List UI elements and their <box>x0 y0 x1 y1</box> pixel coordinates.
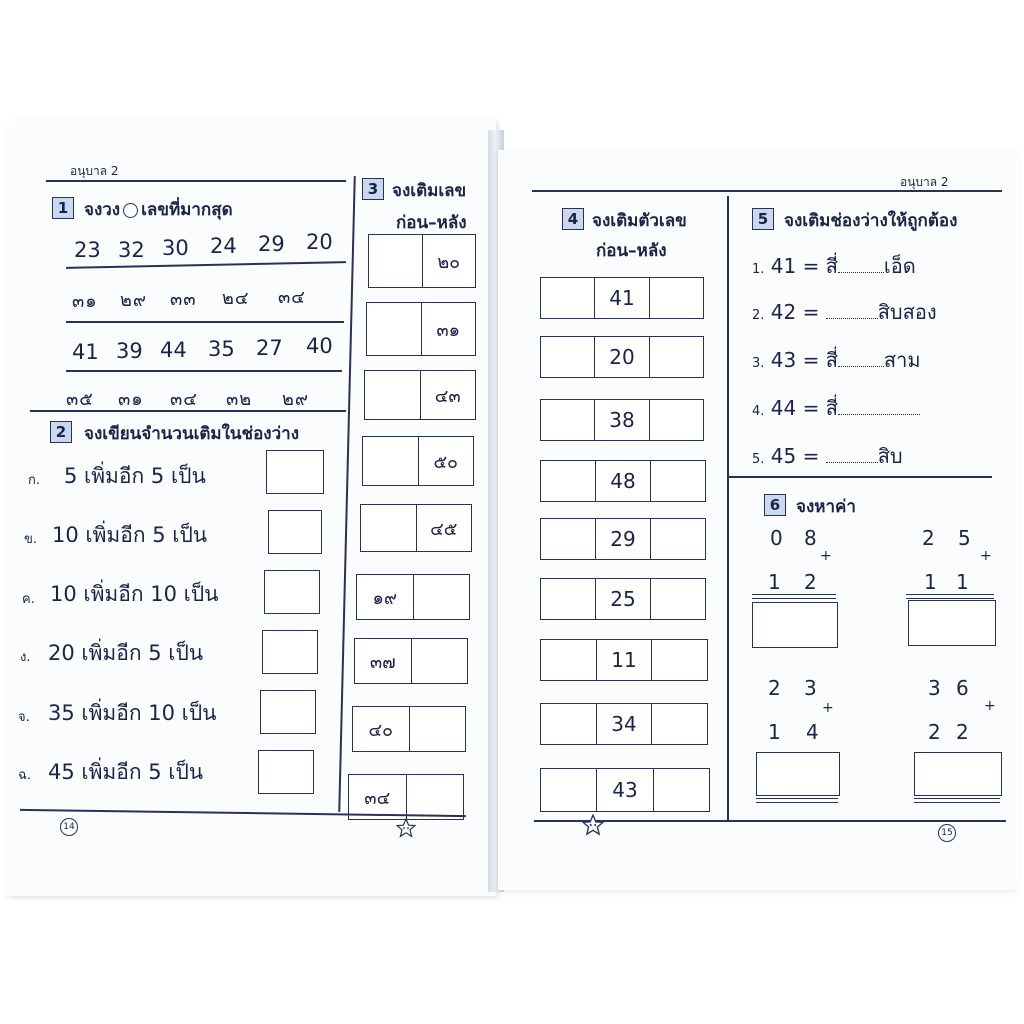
ex5-word-after: สาม <box>883 348 921 372</box>
ex6-plus-sign: + <box>980 548 992 564</box>
ex4-given-number: 11 <box>597 640 653 680</box>
ex2-item-text: 35 เพิ่มอีก 10 เป็น <box>48 701 217 725</box>
ex6-sum-line <box>906 594 994 599</box>
ex6-top-digit: 8 <box>804 526 817 550</box>
ex4-before-cell[interactable] <box>541 769 597 811</box>
ex1-value[interactable]: 23 <box>74 238 101 262</box>
ex4-row <box>540 336 704 378</box>
ex6-bottom-digit: 4 <box>806 720 819 744</box>
ex3-after-cell[interactable]: ๕๐ <box>433 451 459 473</box>
ex1-value[interactable]: 30 <box>162 236 189 260</box>
ex1-ex2-divider <box>30 410 346 412</box>
ex5-item-number: 43 <box>770 348 797 372</box>
ex3-before-cell[interactable] <box>367 303 422 355</box>
ex4-row <box>540 768 710 812</box>
ex1-value[interactable]: ๓๓ <box>170 289 197 310</box>
ex5-word-after: สิบสอง <box>877 300 937 324</box>
ex1-value[interactable]: 24 <box>210 234 237 258</box>
ex6-plus-sign: + <box>984 698 996 714</box>
ex6-bottom-digit: 1 <box>768 720 781 744</box>
ex5-item-label: 2. <box>752 308 765 323</box>
ex4-title-line-1: จงเติมตัวเลข <box>592 211 687 231</box>
ex3-pair <box>362 436 474 486</box>
ex6-sum-line <box>752 594 836 599</box>
ex4-row <box>540 703 708 745</box>
ex2-answer-box[interactable] <box>262 630 318 674</box>
ex6-bottom-digit: 1 <box>956 570 969 594</box>
ex5-word-after: เอ็ด <box>883 254 916 278</box>
ex6-answer-box[interactable] <box>908 600 996 646</box>
ex1-value[interactable]: ๓๒ <box>226 389 253 410</box>
ex3-pair <box>354 638 468 684</box>
ex2-item-label: ค. <box>22 592 35 607</box>
ex4-given-number: 25 <box>596 579 651 619</box>
ex4-after-cell[interactable] <box>654 769 709 811</box>
ex5-item-number: 42 <box>770 300 797 324</box>
ex2-item-text: 10 เพิ่มอีก 5 เป็น <box>52 523 208 547</box>
ex6-bottom-digit: 1 <box>924 570 937 594</box>
ex5-item <box>752 250 916 282</box>
ex4-after-cell[interactable] <box>650 337 703 377</box>
ex5-equals: = <box>802 396 820 420</box>
ex6-answer-box[interactable] <box>752 602 838 648</box>
ex1-value[interactable]: ๓๑ <box>118 389 144 410</box>
ex2-number-badge: 2 <box>50 421 72 443</box>
ex3-pair <box>366 302 476 356</box>
ex1-value[interactable]: ๒๙ <box>282 389 310 410</box>
ex5-item-label: 5. <box>752 452 765 467</box>
ex2-item-label: ก. <box>28 473 41 488</box>
ex1-value[interactable]: 27 <box>256 336 283 360</box>
ex3-before-cell[interactable] <box>363 437 419 485</box>
ex6-top-digit: 0 <box>770 526 783 550</box>
ex4-given-number: 29 <box>596 519 651 559</box>
ex5-item <box>752 296 937 328</box>
ex6-title: จงหาค่า <box>796 497 856 517</box>
ex6-bottom-digit: 2 <box>928 720 941 744</box>
ex2-title: จงเขียนจำนวนเติมในช่องว่าง <box>84 424 299 444</box>
ex4-before-cell[interactable] <box>541 579 596 619</box>
ex1-value[interactable]: 40 <box>306 334 333 358</box>
ex4-before-cell[interactable] <box>541 278 595 318</box>
ex2-item-text: 45 เพิ่มอีก 5 เป็น <box>48 760 204 784</box>
ex3-number-badge: 3 <box>362 178 384 200</box>
ex3-after-cell[interactable] <box>412 639 468 683</box>
ex3-after-cell[interactable] <box>414 575 470 619</box>
ex1-number-badge: 1 <box>52 197 74 219</box>
right-column-divider <box>727 196 729 820</box>
ex3-pair <box>360 504 472 552</box>
ex5-word-before: สี่ <box>825 254 838 278</box>
ex1-value[interactable]: 44 <box>160 338 187 362</box>
right-running-header: อนุบาล 2 <box>900 175 949 189</box>
ex3-pair <box>364 370 476 420</box>
ex5-word-after: สิบ <box>877 444 903 468</box>
ex1-value[interactable]: ๓๕ <box>66 389 94 410</box>
ex3-before-cell[interactable] <box>365 371 421 419</box>
ex6-bottom-digit: 1 <box>768 570 781 594</box>
ex2-answer-box[interactable] <box>260 690 316 734</box>
ex4-after-cell[interactable] <box>651 579 705 619</box>
left-running-header: อนุบาล 2 <box>70 164 119 178</box>
ex3-after-cell[interactable]: ๔๕ <box>430 518 458 540</box>
ex2-item-label: ง. <box>20 650 31 665</box>
ex5-blank[interactable] <box>838 414 920 415</box>
left-header-rule <box>46 180 346 182</box>
ex1-value[interactable]: 41 <box>72 340 99 364</box>
ex1-title-after: เลขที่มากสุด <box>141 200 233 220</box>
ex4-row <box>540 578 706 620</box>
ex6-plus-sign: + <box>820 548 832 564</box>
ex5-item-label: 4. <box>752 404 765 419</box>
ex4-row <box>540 639 708 681</box>
ex4-before-cell[interactable] <box>541 337 595 377</box>
ex6-sum-line <box>756 798 838 803</box>
ex4-before-cell[interactable] <box>541 461 596 501</box>
ex4-given-number: 43 <box>597 769 653 811</box>
ex5-blank[interactable] <box>826 462 878 463</box>
ex6-top-digit: 2 <box>922 526 935 550</box>
ex5-blank[interactable] <box>838 272 884 273</box>
ex4-after-cell[interactable] <box>650 278 703 318</box>
ex3-before-cell[interactable]: ๑๙ <box>357 575 414 619</box>
ex1-value[interactable]: 35 <box>208 337 235 361</box>
ex5-equals: = <box>802 254 820 278</box>
ex3-after-cell[interactable] <box>410 707 466 751</box>
ex3-after-cell[interactable] <box>407 775 464 819</box>
ex6-answer-box[interactable] <box>914 752 1002 796</box>
ex4-given-number: 20 <box>595 337 649 377</box>
ex5-item-number: 45 <box>770 444 797 468</box>
ex6-bottom-digit: 2 <box>804 570 817 594</box>
ex5-equals: = <box>802 300 820 324</box>
ex1-value[interactable]: ๓๔ <box>278 287 306 308</box>
ex6-top-digit: 2 <box>768 676 781 700</box>
ex4-row <box>540 277 704 319</box>
ex5-item-label: 3. <box>752 356 765 371</box>
ex4-after-cell[interactable] <box>652 704 707 744</box>
ex3-title-line-2: ก่อน–หลัง <box>396 213 467 233</box>
ex4-before-cell[interactable] <box>541 400 595 440</box>
ex2-answer-box[interactable] <box>268 510 322 554</box>
right-footer-rule <box>534 820 1006 822</box>
ex1-value[interactable]: 29 <box>258 232 285 256</box>
ex2-item-label: ข. <box>24 532 38 547</box>
ex3-title-line-1: จงเติมเลข <box>392 181 467 201</box>
ex3-before-cell[interactable]: ๓๗ <box>355 639 412 683</box>
ex2-answer-box[interactable] <box>258 750 314 794</box>
ex5-ex6-divider <box>728 476 992 478</box>
ex5-equals: = <box>802 348 820 372</box>
ex3-after-cell[interactable]: ๒๐ <box>437 251 461 273</box>
ex4-after-cell[interactable] <box>651 461 705 501</box>
ex4-row <box>540 518 706 560</box>
ex3-before-cell[interactable] <box>361 505 417 551</box>
ex4-after-cell[interactable] <box>650 400 703 440</box>
ex4-after-cell[interactable] <box>652 640 707 680</box>
ex4-before-cell[interactable] <box>541 704 597 744</box>
ex4-row <box>540 399 704 441</box>
ex5-item <box>752 344 921 376</box>
ex2-item-label: ฉ. <box>18 768 31 783</box>
ex3-pair <box>356 574 470 620</box>
ex6-number-badge: 6 <box>764 494 786 516</box>
ex6-top-digit: 6 <box>956 676 969 700</box>
ex5-item <box>752 440 903 472</box>
ex5-number-badge: 5 <box>752 208 774 230</box>
ex1-divider-2 <box>66 321 344 323</box>
ex6-bottom-digit: 2 <box>956 720 969 744</box>
right-header-rule <box>532 190 1002 192</box>
ex2-answer-box[interactable] <box>264 570 320 614</box>
ex3-before-cell[interactable]: ๔๐ <box>353 707 410 751</box>
ex6-top-digit: 3 <box>804 676 817 700</box>
ex6-plus-sign: + <box>822 700 834 716</box>
ex2-item-label: จ. <box>18 710 30 725</box>
star-icon <box>396 818 416 838</box>
ex2-answer-box[interactable] <box>266 450 324 494</box>
ex5-title: จงเติมช่องว่างให้ถูกต้อง <box>784 211 958 231</box>
circle-icon <box>123 203 138 218</box>
ex1-title <box>84 196 233 223</box>
right-page-number: 15 <box>938 824 956 842</box>
ex4-title-line-2: ก่อน–หลัง <box>596 241 667 261</box>
ex6-answer-box[interactable] <box>756 752 840 796</box>
ex5-item-number: 44 <box>770 396 797 420</box>
ex5-item <box>752 392 920 424</box>
ex6-top-digit: 5 <box>958 526 971 550</box>
ex1-title-before: จงวง <box>84 200 121 220</box>
ex5-item-number: 41 <box>770 254 797 278</box>
ex4-given-number: 48 <box>596 461 651 501</box>
ex1-value[interactable]: ๒๔ <box>222 288 250 309</box>
ex5-word-before: สี่ <box>825 396 838 420</box>
ex4-row <box>540 460 706 502</box>
ex1-value[interactable]: 32 <box>118 238 145 262</box>
ex1-value[interactable]: 39 <box>116 339 143 363</box>
ex3-after-cell[interactable]: ๔๓ <box>434 385 461 407</box>
ex3-pair <box>352 706 466 752</box>
ex4-given-number: 34 <box>597 704 653 744</box>
ex3-pair <box>368 234 476 288</box>
ex4-given-number: 41 <box>595 278 649 318</box>
ex4-given-number: 38 <box>595 400 649 440</box>
ex5-blank[interactable] <box>826 318 878 319</box>
ex5-blank[interactable] <box>838 366 884 367</box>
ex3-after-cell[interactable]: ๓๑ <box>436 319 461 341</box>
ex1-value[interactable]: ๓๑ <box>72 291 98 312</box>
ex6-top-digit: 3 <box>928 676 941 700</box>
left-page-number: 14 <box>60 818 78 836</box>
ex5-word-before: สี่ <box>825 348 838 372</box>
ex6-sum-line <box>914 798 1000 803</box>
ex2-item-text: 5 เพิ่มอีก 5 เป็น <box>64 464 206 488</box>
ex2-item-text: 20 เพิ่มอีก 5 เป็น <box>48 641 204 665</box>
ex1-value[interactable]: 20 <box>306 230 333 254</box>
ex4-after-cell[interactable] <box>651 519 705 559</box>
ex3-before-cell[interactable] <box>369 235 423 287</box>
ex5-equals: = <box>802 444 820 468</box>
ex1-value[interactable]: ๓๔ <box>170 389 198 410</box>
ex2-item-text: 10 เพิ่มอีก 10 เป็น <box>50 582 219 606</box>
ex5-item-label: 1. <box>752 262 765 277</box>
star-icon <box>582 814 604 836</box>
ex3-before-cell[interactable]: ๓๔ <box>349 775 407 819</box>
ex1-divider-3 <box>66 370 342 372</box>
ex4-number-badge: 4 <box>562 208 584 230</box>
ex4-before-cell[interactable] <box>541 519 596 559</box>
ex4-before-cell[interactable] <box>541 640 597 680</box>
ex1-value[interactable]: ๒๙ <box>120 290 148 311</box>
